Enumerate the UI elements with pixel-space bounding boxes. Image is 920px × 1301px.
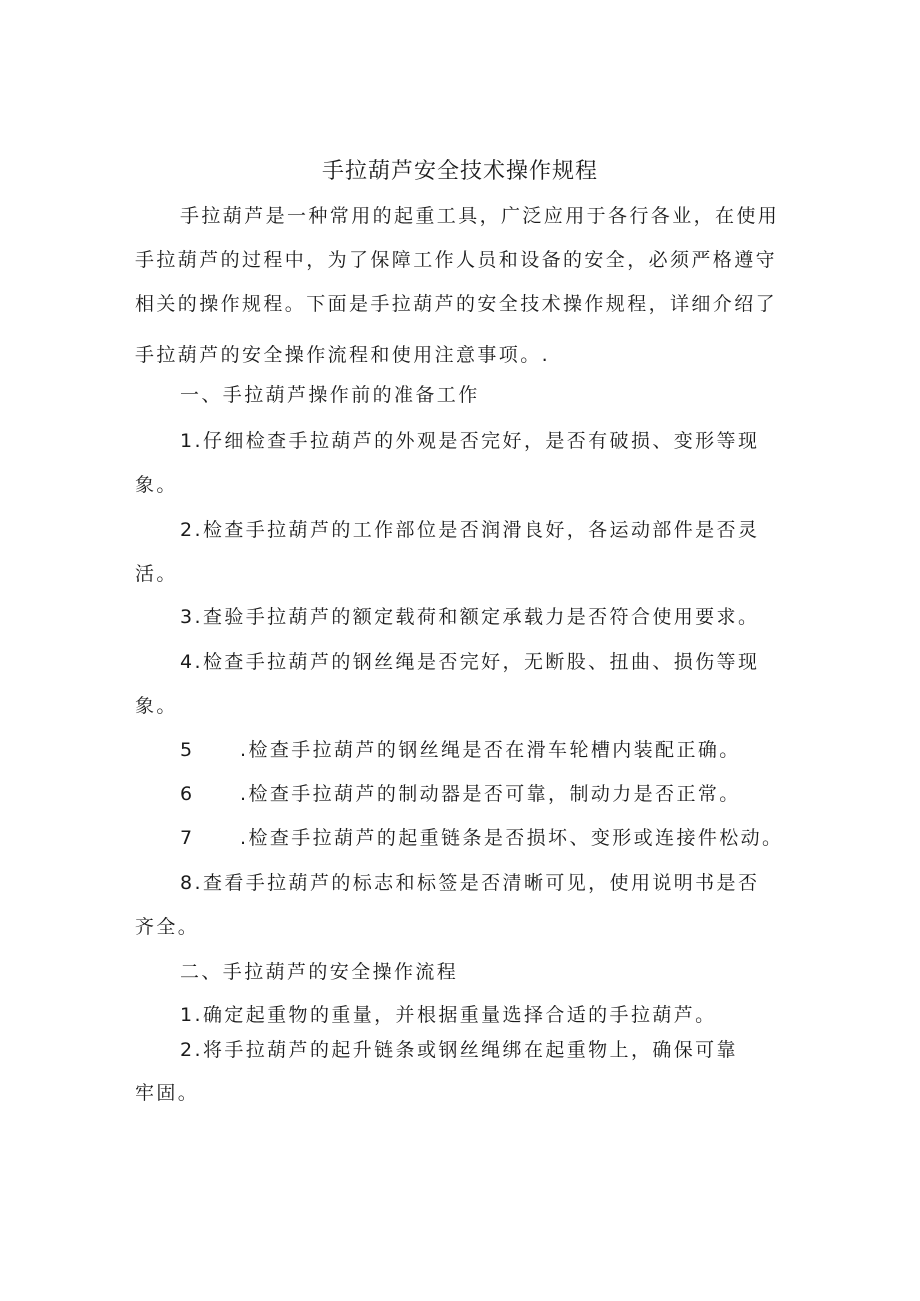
item-text: .检查手拉葫芦的钢丝绳是否在滑车轮槽内装配正确。	[240, 739, 741, 761]
item-number: 3	[180, 606, 195, 628]
item-continuation: 牢固。	[135, 1082, 200, 1104]
list-item	[180, 869, 759, 897]
list-item	[180, 1036, 738, 1064]
intro-line: 手拉葫芦是一种常用的起重工具，广泛应用于各行各业，在使用	[180, 205, 780, 227]
item-number: 2	[180, 1039, 195, 1061]
document-title: 手拉葫芦安全技术操作规程	[321, 159, 598, 184]
list-item	[180, 603, 759, 631]
item-text: .查看手拉葫芦的标志和标签是否清晰可见，使用说明书是否	[194, 872, 760, 894]
item-number: 8	[180, 872, 195, 894]
item-number: 6	[180, 783, 195, 805]
intro-line: 手拉葫芦的过程中，为了保障工作人员和设备的安全，必须严格遵守	[135, 249, 778, 271]
list-item	[180, 648, 759, 676]
item-number: 1	[180, 430, 195, 452]
item-continuation: 象。	[135, 695, 178, 717]
item-continuation: 齐全。	[135, 916, 200, 938]
intro-line: 相关的操作规程。下面是手拉葫芦的安全技术操作规程，详细介绍了	[135, 293, 778, 315]
item-continuation: 活。	[135, 563, 178, 585]
item-number: 5	[180, 739, 195, 761]
section-heading: 一、手拉葫芦操作前的准备工作	[180, 384, 480, 406]
intro-line: 手拉葫芦的安全操作流程和使用注意事项。.	[135, 344, 551, 366]
item-number: 4	[180, 651, 195, 673]
item-text: .将手拉葫芦的起升链条或钢丝绳绑在起重物上，确保可靠	[194, 1039, 738, 1061]
item-text: .检查手拉葫芦的工作部位是否润滑良好，各运动部件是否灵	[194, 519, 760, 541]
item-number: 7	[180, 827, 195, 849]
item-text: .仔细检查手拉葫芦的外观是否完好，是否有破损、变形等现	[194, 430, 760, 452]
list-item	[180, 427, 759, 455]
item-text: 确定起重物的重量，并根据重量选择合适的手拉葫芦。	[202, 1004, 717, 1026]
list-item	[180, 1001, 717, 1029]
list-item	[180, 824, 783, 852]
list-item	[180, 516, 759, 544]
item-text: .检查手拉葫芦的钢丝绳是否完好，无断股、扭曲、损伤等现	[194, 651, 760, 673]
item-number: 1.	[180, 1004, 203, 1026]
item-text: .检查手拉葫芦的起重链条是否损坏、变形或连接件松动。	[240, 827, 784, 849]
list-item	[180, 736, 741, 764]
item-number: 2	[180, 519, 195, 541]
item-text: .检查手拉葫芦的制动器是否可靠，制动力是否正常。	[240, 783, 741, 805]
section-heading: 二、手拉葫芦的安全操作流程	[180, 961, 459, 983]
list-item	[180, 780, 741, 808]
item-continuation: 象。	[135, 474, 178, 496]
item-text: .查验手拉葫芦的额定载荷和额定承载力是否符合使用要求。	[194, 606, 760, 628]
